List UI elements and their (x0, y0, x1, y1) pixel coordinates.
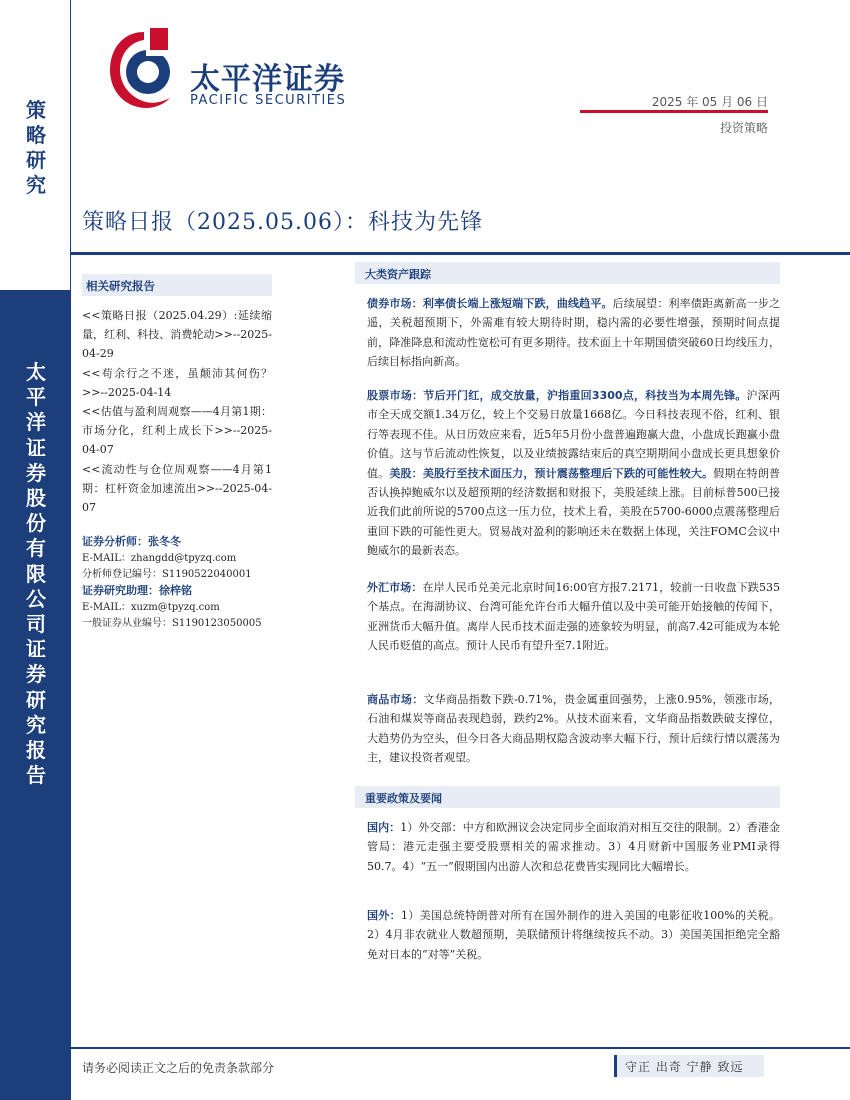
policy-news-heading: 重要政策及要闻 (355, 786, 780, 808)
stock-market-paragraph (367, 386, 780, 561)
related-report-item[interactable]: <<策略日报（2025.04.29）:延续缩量，红利、科技、消费轮动>>--2025-04-29 (82, 309, 272, 361)
lead-analyst-label: 证券分析师： (82, 535, 148, 548)
related-report-item[interactable]: <<估值与盈利周观察——4月第1期：市场分化，红利上成长下>>--2025-04-07 (82, 405, 272, 457)
stock-market-text: 沪深两市全天成交额1.34万亿，较上个交易日放量1668亿。今日科技表现不俗，红利、银行等表现不佳。从日历效应来看，近5年5月份小盘普遍跑赢大盘，小盘成长跑赢小盘价值。这与节后流动性恢复，以及业绩披露结束后的真空期期间小盘成长更具想象价值。 (367, 389, 780, 480)
brand-name-en: PACIFIC SECURITIES (190, 93, 347, 108)
bond-market-title: 债券市场：利率债长端上涨短端下跌，曲线趋平。 (367, 297, 613, 310)
footer-divider (71, 1047, 850, 1049)
assistant-registration: 一般证券从业编号：S1190123050005 (82, 618, 262, 629)
related-reports-heading: 相关研究报告 (82, 274, 272, 296)
footer-disclaimer[interactable]: 请务必阅读正文之后的免责条款部分 (82, 1061, 275, 1075)
domestic-news-label: 国内： (367, 821, 401, 834)
stock-market-title: 股票市场：节后开门红，成交放量，沪指重回3300点，科技当为本周先锋。 (367, 389, 747, 402)
foreign-news-label: 国外： (367, 909, 402, 922)
asset-tracking-heading: 大类资产跟踪 (355, 262, 780, 284)
foreign-news-paragraph (367, 906, 780, 964)
sidebar-company-report: 太平洋证券股份有限公司证券研究报告 (26, 360, 46, 788)
fx-market-paragraph (367, 578, 780, 656)
fx-market-title: 外汇市场： (367, 581, 423, 594)
footer-slogan: 守正 出奇 宁静 致远 (614, 1055, 764, 1077)
related-reports-list (82, 306, 272, 517)
lead-analyst-registration: 分析师登记编号：S1190522040001 (82, 569, 252, 580)
commodity-market-title: 商品市场： (367, 693, 424, 706)
title-divider (71, 252, 850, 255)
assistant-label: 证券研究助理： (82, 584, 159, 597)
brand-name-cn: 太平洋证券 (190, 62, 345, 97)
assistant-name: 徐梓铭 (159, 584, 192, 597)
us-stock-text: 假期在特朗普否认换掉鲍威尔以及超预期的经济数据和财报下，美股延续上涨。目前标普500已接近我们此前所说的5700点这一压力位，技术上看，美股在5700-6000点震荡整理后重回下跌的可能性更大。贸易战对盈利的影响还未在数据上体现，关注FOMC会议中鲍威尔的最新表态。 (367, 466, 781, 558)
page-title: 策略日报（2025.05.06）：科技为先锋 (82, 210, 483, 235)
header-divider (580, 110, 768, 113)
sidebar-category: 策略研究 (26, 98, 46, 197)
analyst-info (82, 534, 282, 632)
bond-market-text: 后续展望：利率债距离新高一步之遥，关税超预期下，外需难有较大期待时期，稳内需的必要性增强，预期时间点提前，降准降息和流动性宽松可有更多期待。技术面上十年期国债突破60日均线压力，后续目标指向新高。 (367, 297, 781, 369)
report-date: 2025 年 05 月 06 日 (651, 95, 768, 109)
domestic-news-paragraph (367, 818, 780, 876)
assistant-email[interactable]: E-MAIL：xuzm@tpyzq.com (82, 602, 220, 613)
commodity-market-paragraph (367, 690, 780, 768)
us-stock-title: 美股：美股行至技术面压力，预计震荡整理后下跌的可能性较大。 (389, 466, 714, 480)
related-report-item[interactable]: <<苟余行之不迷，虽颠沛其何伤？>>--2025-04-14 (82, 366, 272, 399)
report-type: 投资策略 (719, 121, 768, 135)
bond-market-paragraph (367, 294, 780, 372)
company-logo-icon (104, 22, 184, 116)
foreign-news-text: 1）美国总统特朗普对所有在国外制作的进入美国的电影征收100%的关税。2）4月非农就业人数超预期，美联储预计将继续按兵不动。3）美国美国拒绝完全豁免对日本的“对等”关税。 (367, 909, 781, 961)
fx-market-text: 在岸人民币兑美元北京时间16:00官方报7.2171，较前一日收盘下跌535个基点。在海湖协议、台湾可能允许台币大幅升值以及中美可能开始接触的传闻下，亚洲货币大幅升值。离岸人民币技术面走强的迹象较为明显，前高7.42可能成为本轮人民币贬值的高点。预计人民币有望升至7.1附近。 (367, 581, 781, 653)
commodity-market-text: 文华商品指数下跌-0.71%，贵金属重回强势，上涨0.95%，领涨市场，石油和煤炭等商品表现趋弱，跌约2%。从技术面来看，文华商品指数跌破支撑位，大趋势仍为空头，但今日各大商品期权隐含波动率大幅下行，预计后续行情以震荡为主，建议投资者观望。 (367, 693, 780, 765)
lead-analyst-name: 张冬冬 (148, 535, 181, 548)
domestic-news-text: 1）外交部：中方和欧洲议会决定同步全面取消对相互交往的限制。2）香港金管局：港元走强主要受股票相关的需求推动。3）4月财新中国服务业PMI录得50.7。4）“五一”假期国内出游人次和总花费皆实现同比大幅增长。 (367, 821, 781, 873)
related-report-item[interactable]: <<流动性与仓位周观察——4月第1期：杠杆资金加速流出>>--2025-04-07 (82, 462, 272, 515)
lead-analyst-email[interactable]: E-MAIL：zhangdd@tpyzq.com (82, 553, 237, 564)
